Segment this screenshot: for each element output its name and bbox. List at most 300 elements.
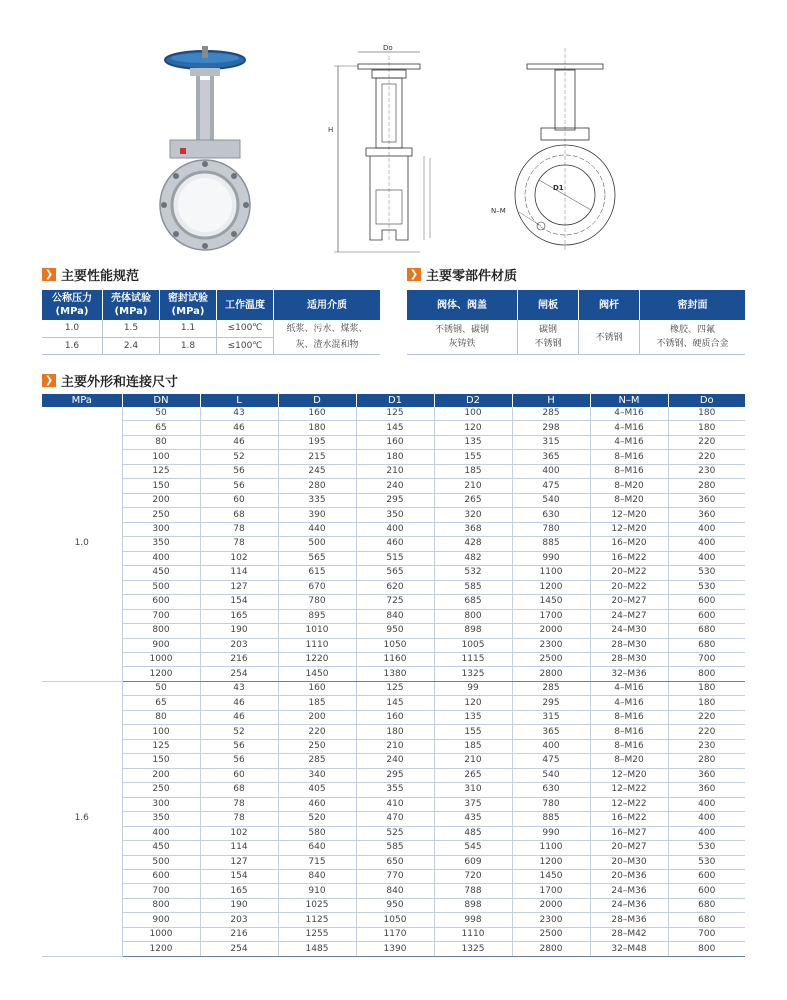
table-cell: 46 (200, 710, 278, 724)
table-row (42, 522, 745, 536)
table-row (42, 667, 745, 681)
table-cell: 2300 (512, 913, 590, 927)
table-cell: 43 (200, 681, 278, 695)
table-cell: 8–M16 (590, 464, 668, 478)
table-cell: 190 (200, 624, 278, 638)
table-cell: 46 (200, 421, 278, 435)
perf-medium: 纸浆、污水、煤浆、 灰、渣水混和物 (274, 320, 381, 355)
table-cell: 12–M20 (590, 508, 668, 522)
table-cell: 335 (278, 493, 356, 507)
table-cell: 295 (356, 493, 434, 507)
table-cell: 365 (512, 725, 590, 739)
dim-header-d: D (278, 394, 356, 407)
table-cell: 125 (122, 464, 200, 478)
table-row (42, 624, 745, 638)
table-cell: 700 (668, 652, 745, 666)
table-cell: 46 (200, 696, 278, 710)
table-cell: 20–M22 (590, 566, 668, 580)
perf-temp: ≤100℃ (217, 320, 274, 337)
table-cell: 885 (512, 812, 590, 826)
table-cell: 482 (434, 551, 512, 565)
table-row (42, 638, 745, 652)
table-cell: 1170 (356, 927, 434, 941)
table-cell: 280 (668, 754, 745, 768)
table-cell: 12–M22 (590, 783, 668, 797)
table-cell: 8–M20 (590, 754, 668, 768)
table-cell: 280 (278, 479, 356, 493)
mat-stem: 不锈钢 (579, 320, 640, 354)
materials-title-text: 主要零部件材质 (426, 269, 518, 284)
table-cell: 24–M27 (590, 609, 668, 623)
table-cell: 285 (512, 681, 590, 695)
table-cell: 8–M20 (590, 479, 668, 493)
arrow-icon: ❯ (407, 268, 421, 281)
table-cell: 220 (668, 435, 745, 449)
table-cell: 400 (122, 551, 200, 565)
materials-table (407, 290, 745, 355)
table-cell: 1200 (512, 855, 590, 869)
table-cell: 265 (434, 493, 512, 507)
table-cell: 780 (512, 797, 590, 811)
table-cell: 910 (278, 884, 356, 898)
table-cell: 898 (434, 624, 512, 638)
table-cell: 950 (356, 624, 434, 638)
table-cell: 540 (512, 768, 590, 782)
table-cell: 78 (200, 797, 278, 811)
table-cell: 135 (434, 435, 512, 449)
table-cell: 1380 (356, 667, 434, 681)
perf-pn: 1.6 (42, 337, 103, 354)
table-row (42, 855, 745, 869)
table-cell: 1220 (278, 652, 356, 666)
table-cell: 998 (434, 913, 512, 927)
table-cell: 840 (356, 884, 434, 898)
mpa-cell: 1.0 (42, 407, 122, 681)
table-row (407, 320, 745, 354)
mat-header-stem: 阀杆 (579, 290, 640, 320)
table-cell: 240 (356, 754, 434, 768)
table-cell: 46 (200, 435, 278, 449)
table-cell: 216 (200, 927, 278, 941)
table-cell: 950 (356, 898, 434, 912)
table-cell: 265 (434, 768, 512, 782)
table-row (42, 320, 380, 337)
table-row (42, 450, 745, 464)
table-row (42, 580, 745, 594)
arrow-icon: ❯ (42, 268, 56, 281)
table-cell: 400 (668, 522, 745, 536)
table-cell: 475 (512, 754, 590, 768)
mat-header-body: 阀体、阀盖 (407, 290, 518, 320)
table-cell: 100 (122, 450, 200, 464)
table-cell: 310 (434, 783, 512, 797)
table-cell: 60 (200, 768, 278, 782)
table-cell: 720 (434, 870, 512, 884)
dim-header-do: Do (668, 394, 745, 407)
table-cell: 295 (356, 768, 434, 782)
table-row (42, 407, 745, 421)
table-cell: 300 (122, 797, 200, 811)
table-cell: 375 (434, 797, 512, 811)
table-cell: 245 (278, 464, 356, 478)
table-cell: 990 (512, 826, 590, 840)
table-cell: 180 (668, 407, 745, 421)
table-cell: 155 (434, 450, 512, 464)
table-cell: 460 (278, 797, 356, 811)
table-cell: 600 (122, 595, 200, 609)
table-cell: 56 (200, 739, 278, 753)
table-row (42, 797, 745, 811)
table-cell: 350 (122, 537, 200, 551)
table-row (42, 812, 745, 826)
table-cell: 8–M16 (590, 710, 668, 724)
dim-header-nm: N–M (590, 394, 668, 407)
table-cell: 56 (200, 464, 278, 478)
table-cell: 230 (668, 464, 745, 478)
table-cell: 475 (512, 479, 590, 493)
table-cell: 20–M27 (590, 841, 668, 855)
table-cell: 630 (512, 508, 590, 522)
table-cell: 99 (434, 681, 512, 695)
table-row (42, 754, 745, 768)
table-cell: 155 (434, 725, 512, 739)
table-cell: 770 (356, 870, 434, 884)
table-cell: 28–M42 (590, 927, 668, 941)
table-cell: 114 (200, 841, 278, 855)
table-cell: 530 (668, 841, 745, 855)
table-cell: 565 (278, 551, 356, 565)
table-cell: 585 (356, 841, 434, 855)
front-view-drawing (491, 40, 625, 265)
table-cell: 230 (668, 739, 745, 753)
table-cell: 8–M16 (590, 450, 668, 464)
table-cell: 4–M16 (590, 696, 668, 710)
table-cell: 8–M16 (590, 725, 668, 739)
table-cell: 700 (122, 884, 200, 898)
table-cell: 525 (356, 826, 434, 840)
table-row (42, 652, 745, 666)
table-cell: 780 (278, 595, 356, 609)
table-row (42, 783, 745, 797)
table-cell: 585 (434, 580, 512, 594)
table-row (42, 551, 745, 565)
table-cell: 600 (668, 884, 745, 898)
table-cell: 16–M22 (590, 812, 668, 826)
table-cell: 43 (200, 407, 278, 421)
table-cell: 60 (200, 493, 278, 507)
table-cell: 20–M22 (590, 580, 668, 594)
table-cell: 200 (122, 768, 200, 782)
table-cell: 154 (200, 595, 278, 609)
perf-pn: 1.0 (42, 320, 103, 337)
table-row (42, 421, 745, 435)
table-cell: 580 (278, 826, 356, 840)
table-cell: 127 (200, 855, 278, 869)
table-cell: 180 (356, 450, 434, 464)
table-cell: 125 (356, 407, 434, 421)
table-cell: 125 (356, 681, 434, 695)
dim-header-d1: D1 (356, 394, 434, 407)
table-cell: 515 (356, 551, 434, 565)
table-cell: 1700 (512, 609, 590, 623)
table-cell: 609 (434, 855, 512, 869)
table-cell: 680 (668, 913, 745, 927)
table-cell: 220 (668, 450, 745, 464)
table-cell: 52 (200, 725, 278, 739)
table-cell: 160 (356, 435, 434, 449)
table-cell: 125 (122, 739, 200, 753)
table-cell: 360 (668, 768, 745, 782)
table-cell: 220 (668, 725, 745, 739)
mat-header-seal: 密封面 (640, 290, 746, 320)
table-cell: 4–M16 (590, 435, 668, 449)
table-cell: 8–M20 (590, 493, 668, 507)
table-cell: 1100 (512, 566, 590, 580)
table-cell: 1700 (512, 884, 590, 898)
table-cell: 895 (278, 609, 356, 623)
table-row (42, 537, 745, 551)
table-row (42, 725, 745, 739)
table-cell: 102 (200, 826, 278, 840)
table-cell: 28–M30 (590, 638, 668, 652)
table-cell: 1450 (512, 870, 590, 884)
table-cell: 1000 (122, 652, 200, 666)
table-cell: 180 (668, 696, 745, 710)
table-cell: 788 (434, 884, 512, 898)
table-cell: 450 (122, 841, 200, 855)
table-cell: 1200 (122, 667, 200, 681)
table-cell: 165 (200, 609, 278, 623)
table-cell: 180 (356, 725, 434, 739)
table-cell: 2300 (512, 638, 590, 652)
table-cell: 16–M20 (590, 537, 668, 551)
table-cell: 715 (278, 855, 356, 869)
table-cell: 120 (434, 421, 512, 435)
table-cell: 50 (122, 681, 200, 695)
dim-nm-label: N–M (491, 207, 506, 215)
table-cell: 300 (122, 522, 200, 536)
table-row (42, 609, 745, 623)
table-cell: 390 (278, 508, 356, 522)
table-cell: 800 (434, 609, 512, 623)
perf-temp: ≤100℃ (217, 337, 274, 354)
table-cell: 530 (668, 566, 745, 580)
table-cell: 900 (122, 638, 200, 652)
table-cell: 990 (512, 551, 590, 565)
table-cell: 240 (356, 479, 434, 493)
table-cell: 630 (512, 783, 590, 797)
table-cell: 220 (668, 710, 745, 724)
table-cell: 640 (278, 841, 356, 855)
table-row (42, 942, 745, 956)
table-cell: 1005 (434, 638, 512, 652)
table-cell: 32–M36 (590, 667, 668, 681)
table-cell: 50 (122, 407, 200, 421)
table-cell: 285 (512, 407, 590, 421)
table-cell: 530 (668, 580, 745, 594)
table-cell: 315 (512, 435, 590, 449)
table-cell: 78 (200, 522, 278, 536)
table-cell: 470 (356, 812, 434, 826)
table-cell: 350 (356, 508, 434, 522)
table-cell: 250 (278, 739, 356, 753)
dim-header-l: L (200, 394, 278, 407)
table-cell: 520 (278, 812, 356, 826)
table-row (42, 884, 745, 898)
table-cell: 360 (668, 783, 745, 797)
table-cell: 154 (200, 870, 278, 884)
table-cell: 885 (512, 537, 590, 551)
table-cell: 80 (122, 710, 200, 724)
table-cell: 160 (356, 710, 434, 724)
table-cell: 545 (434, 841, 512, 855)
table-cell: 360 (668, 493, 745, 507)
table-cell: 400 (356, 522, 434, 536)
table-cell: 615 (278, 566, 356, 580)
table-cell: 500 (122, 580, 200, 594)
table-cell: 203 (200, 638, 278, 652)
table-cell: 215 (278, 450, 356, 464)
dimensions-table (42, 394, 745, 957)
table-cell: 185 (434, 464, 512, 478)
table-cell: 400 (668, 797, 745, 811)
table-cell: 1115 (434, 652, 512, 666)
table-row (42, 681, 745, 695)
side-view-drawing (320, 40, 440, 265)
table-row (42, 927, 745, 941)
table-cell: 680 (668, 624, 745, 638)
table-cell: 355 (356, 783, 434, 797)
table-cell: 725 (356, 595, 434, 609)
table-cell: 685 (434, 595, 512, 609)
arrow-icon: ❯ (42, 374, 56, 387)
dim-h-label: H (328, 126, 334, 134)
table-cell: 160 (278, 681, 356, 695)
table-cell: 600 (122, 870, 200, 884)
table-row (42, 826, 745, 840)
dim-d1-label: D1 (553, 184, 564, 192)
table-cell: 28–M36 (590, 913, 668, 927)
table-cell: 1200 (122, 942, 200, 956)
table-row (42, 768, 745, 782)
table-row (42, 464, 745, 478)
table-cell: 190 (200, 898, 278, 912)
table-cell: 1050 (356, 638, 434, 652)
table-cell: 350 (122, 812, 200, 826)
table-row (42, 739, 745, 753)
table-cell: 1485 (278, 942, 356, 956)
mat-seal: 橡胶、四氟 不锈钢、硬质合金 (640, 320, 746, 354)
table-cell: 315 (512, 710, 590, 724)
table-row (42, 566, 745, 580)
table-cell: 4–M16 (590, 681, 668, 695)
table-cell: 410 (356, 797, 434, 811)
table-row (42, 710, 745, 724)
table-cell: 100 (122, 725, 200, 739)
table-cell: 2800 (512, 942, 590, 956)
table-cell: 540 (512, 493, 590, 507)
table-cell: 20–M27 (590, 595, 668, 609)
table-cell: 2000 (512, 624, 590, 638)
table-cell: 405 (278, 783, 356, 797)
table-cell: 365 (512, 450, 590, 464)
dim-header-dn: DN (122, 394, 200, 407)
perf-shell: 2.4 (103, 337, 160, 354)
table-cell: 400 (668, 826, 745, 840)
table-cell: 100 (434, 407, 512, 421)
table-cell: 280 (668, 479, 745, 493)
table-cell: 165 (200, 884, 278, 898)
table-cell: 700 (668, 927, 745, 941)
perf-header-pn: 公称压力 (MPa) (42, 290, 103, 320)
table-cell: 1050 (356, 913, 434, 927)
table-cell: 700 (122, 609, 200, 623)
table-cell: 180 (278, 421, 356, 435)
table-row (42, 898, 745, 912)
table-cell: 400 (512, 739, 590, 753)
table-row (42, 508, 745, 522)
table-row (42, 479, 745, 493)
table-cell: 295 (512, 696, 590, 710)
table-cell: 1325 (434, 942, 512, 956)
table-row (42, 435, 745, 449)
table-cell: 670 (278, 580, 356, 594)
performance-title-text: 主要性能规范 (61, 269, 140, 284)
table-row (42, 870, 745, 884)
table-cell: 254 (200, 942, 278, 956)
table-cell: 210 (356, 739, 434, 753)
table-cell: 1100 (512, 841, 590, 855)
table-cell: 4–M16 (590, 421, 668, 435)
table-cell: 368 (434, 522, 512, 536)
table-cell: 20–M30 (590, 855, 668, 869)
table-cell: 400 (512, 464, 590, 478)
table-cell: 2800 (512, 667, 590, 681)
dim-do-label: Do (383, 44, 393, 52)
dimensions-title-text: 主要外形和连接尺寸 (61, 375, 179, 390)
perf-header-temp: 工作温度 (217, 290, 274, 320)
table-cell: 114 (200, 566, 278, 580)
table-cell: 1450 (278, 667, 356, 681)
table-cell: 78 (200, 812, 278, 826)
mat-gate: 碳钢 不锈钢 (518, 320, 579, 354)
table-cell: 450 (122, 566, 200, 580)
table-cell: 800 (122, 624, 200, 638)
table-cell: 400 (668, 551, 745, 565)
valve-photo (150, 40, 260, 255)
table-cell: 210 (356, 464, 434, 478)
table-cell: 1325 (434, 667, 512, 681)
table-cell: 600 (668, 595, 745, 609)
table-cell: 210 (434, 479, 512, 493)
table-cell: 1255 (278, 927, 356, 941)
table-cell: 532 (434, 566, 512, 580)
table-cell: 78 (200, 537, 278, 551)
table-cell: 145 (356, 421, 434, 435)
perf-header-seal: 密封试验 (MPa) (160, 290, 217, 320)
mpa-cell: 1.6 (42, 681, 122, 956)
table-row (42, 841, 745, 855)
table-cell: 12–M20 (590, 522, 668, 536)
perf-seal: 1.8 (160, 337, 217, 354)
table-cell: 150 (122, 754, 200, 768)
table-cell: 440 (278, 522, 356, 536)
table-cell: 1025 (278, 898, 356, 912)
performance-title (42, 265, 139, 284)
table-cell: 320 (434, 508, 512, 522)
table-cell: 1110 (278, 638, 356, 652)
table-cell: 220 (278, 725, 356, 739)
